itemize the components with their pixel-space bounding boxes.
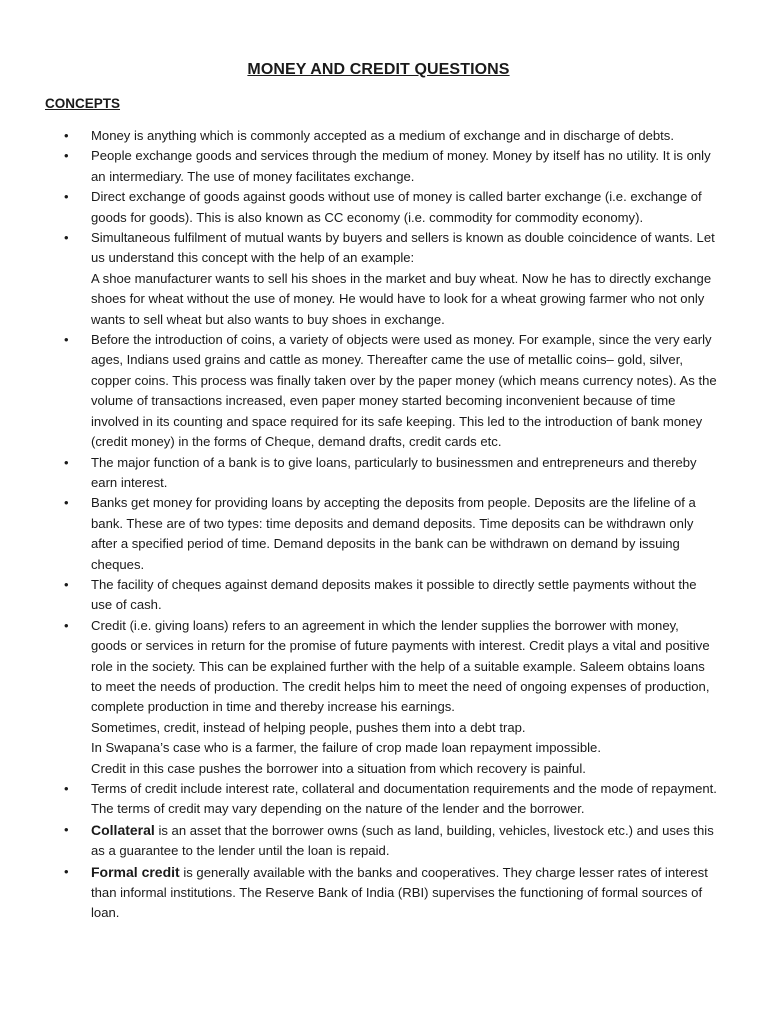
paragraph-text: Terms of credit include interest rate, collateral and documentation requirements and the mode of repayment. The terms of credit may vary depending on the nature of the lender and the borrower.	[91, 781, 717, 817]
list-item	[0, 146, 768, 187]
concepts-list	[0, 126, 768, 924]
paragraph-text: People exchange goods and services through the medium of money. Money by itself has no utility. It is only an intermediary. The use of money facilitates exchange.	[91, 148, 711, 184]
list-item-paragraph	[91, 493, 718, 575]
bullet-icon: •	[64, 189, 69, 205]
paragraph-text: The major function of a bank is to give loans, particularly to businessmen and entrepreneurs and thereby earn interest.	[91, 454, 697, 490]
paragraph-text: Money is anything which is commonly accepted as a medium of exchange and in discharge of debts.	[91, 128, 674, 143]
paragraph-text: Sometimes, credit, instead of helping people, pushes them into a debt trap.	[91, 719, 526, 735]
bullet-icon: •	[64, 495, 69, 511]
paragraph-text: is generally available with the banks and cooperatives. They charge lesser rates of interest than informal institutions. The Reserve Bank of India (RBI) supervises the functioning of formal sources of loan.	[91, 864, 708, 921]
list-item	[0, 330, 768, 452]
list-item	[0, 575, 768, 616]
list-item-paragraph	[91, 575, 718, 616]
section-heading-concepts: CONCEPTS	[45, 96, 121, 111]
bullet-icon: •	[64, 781, 69, 796]
list-item	[0, 187, 768, 228]
list-item-paragraph	[91, 126, 718, 146]
list-item-paragraph	[91, 453, 718, 494]
list-item-paragraph	[91, 330, 718, 452]
paragraph-text: Credit (i.e. giving loans) refers to an agreement in which the lender supplies the borrower with money, goods or services in return for the promise of future payments with interest. Credit plays a vital and positive role in the society. This can be explained further with the help of a suitable example. Saleem obtains loans to meet the needs of production. The credit helps him to meet the need of ongoing expenses of production, complete production in time and thereby increase his earnings.	[91, 617, 710, 715]
list-item-paragraph	[91, 269, 718, 330]
paragraph-text: is an asset that the borrower owns (such as land, building, vehicles, livestock etc.) and uses this as a guarantee to the lender until the loan is repaid.	[91, 822, 714, 859]
list-item-paragraph	[91, 187, 718, 228]
bullet-icon: •	[64, 863, 69, 879]
list-item-paragraph	[91, 820, 718, 862]
list-item-paragraph	[91, 862, 718, 924]
bullet-icon: •	[64, 230, 69, 246]
paragraph-text: Direct exchange of goods against goods without use of money is called barter exchange (i.e. exchange of goods for goods). This is also known as CC economy (i.e. commodity for commodity economy).	[91, 189, 702, 225]
list-item	[0, 616, 768, 779]
paragraph-text: In Swapana’s case who is a farmer, the failure of crop made loan repayment impossible.	[91, 740, 601, 756]
list-item-paragraph	[91, 759, 718, 779]
list-item-paragraph	[91, 146, 718, 187]
list-item	[0, 228, 768, 330]
paragraph-text: Credit in this case pushes the borrower into a situation from which recovery is painful.	[91, 760, 586, 776]
paragraph-text: A shoe manufacturer wants to sell his shoes in the market and buy wheat. Now he has to directly exchange shoes for wheat without the use of money. He would have to look for a wheat growing farmer who not only wants to sell wheat but also wants to buy shoes in exchange.	[91, 270, 712, 327]
paragraph-text: Simultaneous fulfilment of mutual wants by buyers and sellers is known as double coincidence of wants. Let us understand this concept with the help of an example:	[91, 230, 715, 266]
key-term: Collateral	[91, 821, 155, 838]
page-title: MONEY AND CREDIT QUESTIONS	[247, 61, 510, 78]
bullet-icon: •	[64, 454, 69, 470]
list-item-paragraph	[91, 718, 718, 738]
bullet-icon: •	[64, 128, 69, 143]
list-item	[0, 820, 768, 862]
bullet-icon: •	[64, 148, 69, 164]
paragraph-text: Before the introduction of coins, a variety of objects were used as money. For example, since the very early ages, Indians used grains and cattle as money. Thereafter came the use of metallic coins– gold, silver, copper coins. This process was finally taken over by the paper money (which means currency notes). As the volume of transactions increased, even paper money started becoming inconvenient because of time involved in its counting and space required for its safe keeping. This led to the introduction of bank money (credit money) in the forms of Cheque, demand drafts, credit cards etc.	[91, 332, 717, 450]
list-item-paragraph	[91, 738, 718, 758]
list-item	[0, 862, 768, 924]
paragraph-text: The facility of cheques against demand deposits makes it possible to directly settle payments without the use of cash.	[91, 576, 697, 613]
list-item-paragraph	[91, 779, 718, 820]
list-item-paragraph	[91, 228, 718, 269]
list-item-paragraph	[91, 616, 718, 718]
list-item	[0, 493, 768, 575]
bullet-icon: •	[64, 821, 69, 837]
bullet-icon: •	[64, 332, 69, 348]
list-item	[0, 126, 768, 146]
list-item	[0, 453, 768, 494]
bullet-icon: •	[64, 576, 69, 592]
key-term: Formal credit	[91, 863, 180, 880]
paragraph-text: Banks get money for providing loans by accepting the deposits from people. Deposits are the lifeline of a bank. These are of two types: time deposits and demand deposits. Time deposits can be withdrawn only after a specified period of time. Demand deposits in the bank can be withdrawn on demand by issuing cheques.	[91, 495, 696, 572]
bullet-icon: •	[64, 617, 69, 633]
list-item	[0, 779, 768, 820]
